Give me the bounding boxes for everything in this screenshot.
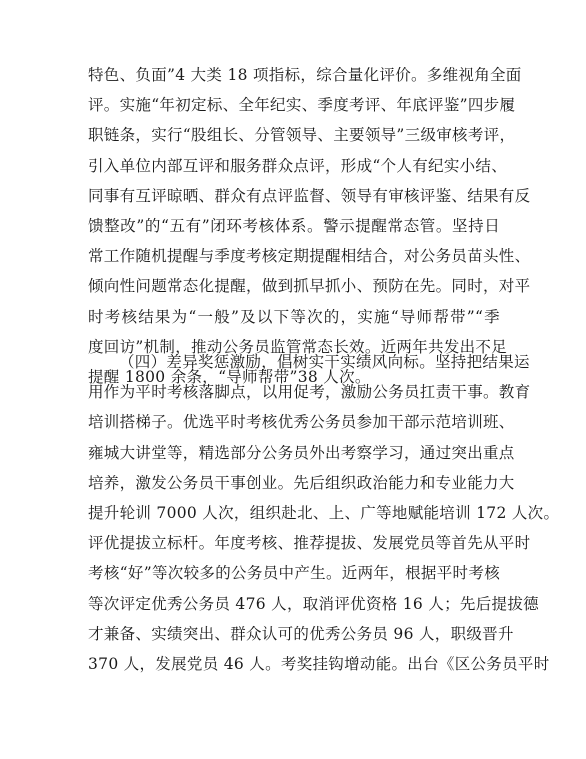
- text-line: 提升轮训 7000 人次，组织赴北、上、广等地赋能培训 172 人次。: [88, 503, 560, 522]
- text-line: 用作为平时考核落脚点，以用促考，激励公务员扛责干事。教育: [88, 383, 531, 402]
- text-line: 370 人，发展党员 46 人。考奖挂钩增动能。出台《区公务员平时: [88, 654, 550, 673]
- text-line: 培养，激发公务员干事创业。先后组织政治能力和专业能力大: [88, 473, 515, 492]
- text-line: 引入单位内部互评和服务群众点评，形成“个人有纪实小结、: [88, 156, 508, 175]
- text-line: 同事有互评晾晒、群众有点评监督、领导有审核评鉴、结果有反: [88, 186, 531, 205]
- paragraph-incentives: [88, 347, 560, 679]
- text-line: 常工作随机提醒与季度考核定期提醒相结合，对公务员苗头性、: [88, 247, 531, 266]
- text-line: 特色、负面”4 大类 18 项指标，综合量化评价。多维视角全面: [88, 66, 522, 84]
- paragraph-evaluation: [88, 60, 531, 392]
- text-line: 度回访”机制，推动公务员监管常态长效。近两年共发出不足: [88, 337, 508, 356]
- section-heading-line: （四）差异奖惩激励，倡树实干实绩风向标。坚持把结果运: [119, 353, 530, 371]
- text-line: 才兼备、实绩突出、群众认可的优秀公务员 96 人，职级晋升: [88, 624, 514, 643]
- text-line: 评优提拔立标杆。年度考核、推荐提拔、发展党员等首先从平时: [88, 534, 531, 553]
- text-line: 考核“好”等次较多的公务员中产生。近两年，根据平时考核: [88, 564, 500, 583]
- text-line: 培训搭梯子。优选平时考核优秀公务员参加干部示范培训班、: [88, 413, 515, 432]
- text-line: 职链条，实行“股组长、分管领导、主要领导”三级审核考评，: [88, 126, 516, 145]
- text-line: 时考核结果为“一般”及以下等次的，实施“导师帮带”“季: [88, 307, 500, 326]
- text-line: 评。实施“年初定标、全年纪实、季度考评、年底评鉴”四步履: [88, 96, 516, 115]
- text-line: 等次评定优秀公务员 476 人，取消评优资格 16 人；先后提拔德: [88, 594, 539, 613]
- text-line: 馈整改”的“五有”闭环考核体系。警示提醒常态管。坚持日: [88, 216, 500, 235]
- text-line: 雍城大讲堂等，精选部分公务员外出考察学习，通过突出重点: [88, 443, 515, 462]
- text-line: 倾向性问题常态化提醒，做到抓早抓小、预防在先。同时，对平: [88, 277, 531, 296]
- text-line: 提醒 1800 余条，“导师帮带”38 人次。: [88, 367, 371, 386]
